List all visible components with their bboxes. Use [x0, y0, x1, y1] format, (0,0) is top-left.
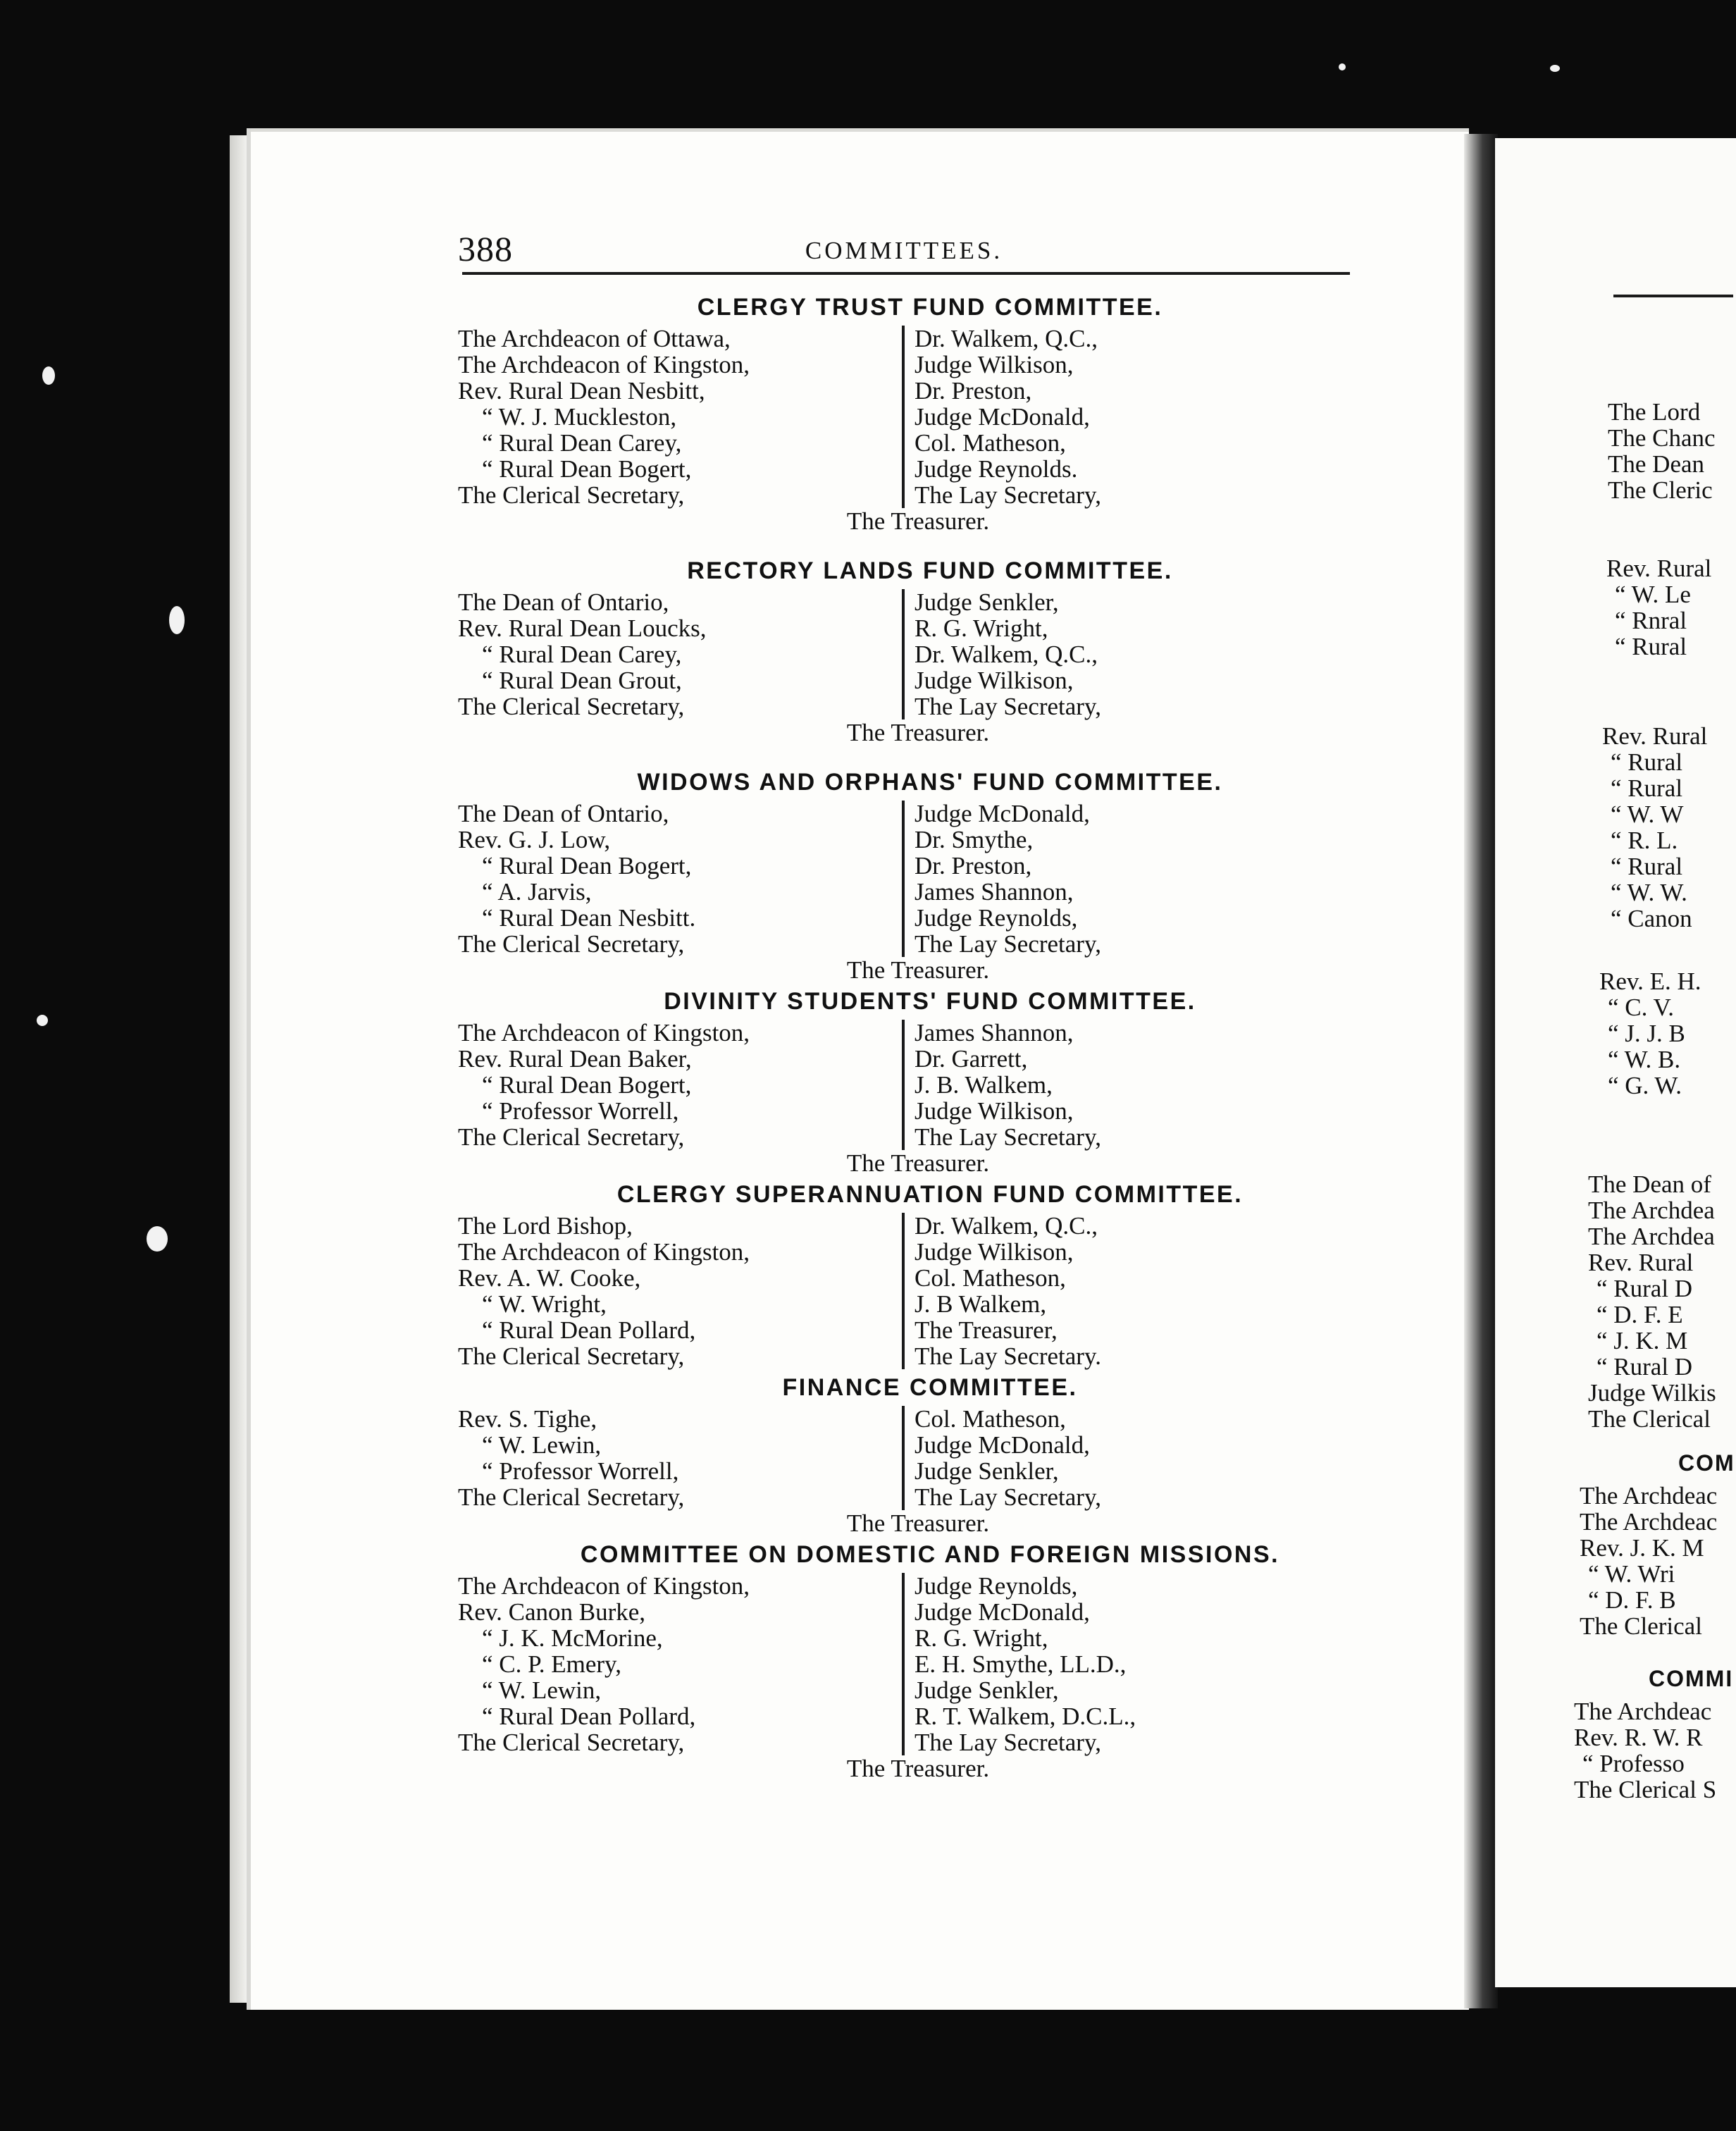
member: Judge McDonald, — [914, 1598, 1090, 1626]
facing-page-line: “ Rnral — [1615, 607, 1687, 634]
member: “ W. Lewin, — [482, 1431, 602, 1459]
member-columns — [458, 1020, 1350, 1150]
member: “ A. Jarvis, — [482, 878, 592, 906]
member: “ C. P. Emery, — [482, 1650, 621, 1678]
facing-page-line: The Archdeac — [1580, 1508, 1718, 1536]
member: Judge McDonald, — [914, 800, 1090, 827]
facing-page-line: “ J. K. M — [1596, 1327, 1688, 1354]
page-number: 388 — [458, 229, 513, 268]
committee-title: FINANCE COMMITTEE. — [782, 1374, 1078, 1401]
member: The Clerical Secretary, — [458, 930, 685, 958]
committee-footer: The Treasurer. — [846, 956, 990, 984]
facing-page-line: The Dean of — [1588, 1170, 1711, 1198]
member: Judge Reynolds, — [914, 904, 1078, 932]
member: “ J. K. McMorine, — [482, 1624, 663, 1652]
member: The Lay Secretary, — [914, 481, 1101, 509]
member: Dr. Walkem, Q.C., — [914, 1212, 1098, 1240]
lay-members — [902, 1406, 1101, 1510]
facing-page-line: Rev. Rural — [1606, 555, 1712, 582]
facing-page-line: Rev. R. W. R — [1574, 1724, 1703, 1751]
member: Rev. A. W. Cooke, — [458, 1264, 641, 1292]
clergy-members — [458, 1020, 902, 1150]
facing-page-line: The Cleric — [1608, 476, 1713, 504]
member: Rev. Rural Dean Nesbitt, — [458, 377, 705, 404]
dust-speck — [169, 606, 185, 634]
lay-members — [902, 326, 1101, 508]
page-header — [458, 226, 1350, 275]
facing-page-line: The Clerical — [1580, 1612, 1702, 1640]
member: R. G. Wright, — [914, 1624, 1048, 1652]
member: The Lay Secretary, — [914, 1123, 1101, 1151]
page-edge — [230, 135, 248, 2003]
facing-page-line: The Archdea — [1588, 1197, 1715, 1224]
facing-page-line: “ Canon — [1611, 905, 1692, 932]
member: James Shannon, — [914, 878, 1074, 906]
member: E. H. Smythe, LL.D., — [914, 1650, 1127, 1678]
committee-widows-orphans-fund — [458, 764, 1350, 983]
member-columns — [458, 1213, 1350, 1369]
member: “ Rural Dean Grout, — [482, 667, 682, 694]
committee-finance — [458, 1369, 1350, 1536]
clergy-members — [458, 801, 902, 957]
member: Rev. Rural Dean Baker, — [458, 1045, 692, 1073]
facing-page-line: The Clerical — [1588, 1405, 1711, 1433]
member: “ W. J. Muckleston, — [482, 403, 677, 431]
facing-page-line: “ D. F. B — [1588, 1586, 1676, 1614]
committee-domestic-foreign-missions — [458, 1536, 1350, 1781]
committee-clergy-trust-fund — [458, 289, 1350, 534]
dust-speck — [37, 1015, 48, 1026]
committee-title: COMMITTEE ON DOMESTIC AND FOREIGN MISSIONS. — [580, 1541, 1280, 1568]
member: Dr. Preston, — [914, 377, 1032, 404]
facing-page-line: “ W. W — [1611, 801, 1684, 828]
member: R. T. Walkem, D.C.L., — [914, 1703, 1136, 1730]
member: Judge Senkler, — [914, 1457, 1059, 1485]
member: “ Professor Worrell, — [482, 1097, 679, 1125]
header-rule — [462, 272, 1350, 275]
committee-divinity-students-fund — [458, 983, 1350, 1176]
dust-speck — [1339, 63, 1346, 70]
member-columns — [458, 1573, 1350, 1755]
facing-page-line: “ D. F. E — [1596, 1301, 1683, 1328]
committee-title: WIDOWS AND ORPHANS' FUND COMMITTEE. — [637, 769, 1223, 796]
member: The Clerical Secretary, — [458, 481, 685, 509]
member: The Clerical Secretary, — [458, 1123, 685, 1151]
facing-page-line: Rev. E. H. — [1599, 968, 1701, 995]
facing-header-rule — [1613, 295, 1733, 297]
facing-page-line: “ Rural D — [1596, 1275, 1693, 1302]
committee-title: CLERGY TRUST FUND COMMITTEE. — [697, 294, 1163, 321]
clergy-members — [458, 589, 902, 719]
facing-page-heading: COM — [1678, 1450, 1735, 1476]
member: The Lord Bishop, — [458, 1212, 633, 1240]
facing-page — [1495, 138, 1736, 1987]
lay-members — [902, 801, 1101, 957]
member: The Lay Secretary, — [914, 1483, 1101, 1511]
facing-page-line: “ W. Le — [1615, 581, 1691, 608]
clergy-members — [458, 1573, 902, 1755]
facing-page-line: “ W. B. — [1608, 1046, 1681, 1073]
member: Dr. Walkem, Q.C., — [914, 641, 1098, 668]
member: R. G. Wright, — [914, 614, 1048, 642]
member: Rev. G. J. Low, — [458, 826, 611, 853]
member: Col. Matheson, — [914, 1405, 1066, 1433]
facing-page-line: “ Professo — [1582, 1750, 1685, 1777]
member: The Archdeacon of Kingston, — [458, 1019, 750, 1046]
member: “ Rural Dean Bogert, — [482, 1071, 692, 1099]
member: Judge Wilkison, — [914, 351, 1074, 378]
committee-footer: The Treasurer. — [846, 507, 990, 535]
facing-page-line: “ W. W. — [1611, 879, 1687, 906]
facing-page-line: “ R. L. — [1611, 827, 1678, 854]
facing-page-line: “ Rural — [1611, 748, 1683, 776]
facing-page-line: “ C. V. — [1608, 994, 1675, 1021]
member: The Clerical Secretary, — [458, 1483, 685, 1511]
facing-page-line: “ Rural D — [1596, 1353, 1693, 1380]
clergy-members — [458, 1406, 902, 1510]
facing-page-line: The Chanc — [1608, 424, 1716, 452]
lay-members — [902, 1573, 1136, 1755]
member: Col. Matheson, — [914, 429, 1066, 457]
member: The Clerical Secretary, — [458, 1342, 685, 1370]
member: The Lay Secretary, — [914, 930, 1101, 958]
member: J. B Walkem, — [914, 1290, 1047, 1318]
member: “ Rural Dean Nesbitt. — [482, 904, 696, 932]
facing-page-line: “ Rural — [1611, 774, 1683, 802]
facing-page-line: The Archdea — [1588, 1223, 1715, 1250]
member: Rev. S. Tighe, — [458, 1405, 597, 1433]
member: Rev. Rural Dean Loucks, — [458, 614, 707, 642]
member: James Shannon, — [914, 1019, 1074, 1046]
member: “ Professor Worrell, — [482, 1457, 679, 1485]
facing-page-heading: COMMI — [1649, 1666, 1734, 1691]
facing-page-line: The Dean — [1608, 450, 1705, 478]
facing-page-line: “ Rural — [1615, 633, 1687, 660]
committee-title: CLERGY SUPERANNUATION FUND COMMITTEE. — [616, 1181, 1244, 1208]
facing-page-line: “ W. Wri — [1588, 1560, 1675, 1588]
clergy-members — [458, 326, 902, 508]
member: “ Rural Dean Bogert, — [482, 455, 692, 483]
member: “ Rural Dean Carey, — [482, 429, 682, 457]
member: Dr. Garrett, — [914, 1045, 1028, 1073]
member-columns — [458, 801, 1350, 957]
member: Judge Wilkison, — [914, 1097, 1074, 1125]
member: Judge Wilkison, — [914, 1238, 1074, 1266]
facing-page-line: “ Rural — [1611, 853, 1683, 880]
member: Judge McDonald, — [914, 1431, 1090, 1459]
facing-page-line: Rev. J. K. M — [1580, 1534, 1704, 1562]
committee-footer: The Treasurer. — [846, 719, 990, 746]
member: The Dean of Ontario, — [458, 800, 669, 827]
committee-title: DIVINITY STUDENTS' FUND COMMITTEE. — [664, 988, 1196, 1015]
committee-rectory-lands-fund — [458, 552, 1350, 746]
facing-page-line: The Archdeac — [1580, 1482, 1718, 1509]
facing-page-line: “ G. W. — [1608, 1072, 1682, 1099]
member: “ Rural Dean Bogert, — [482, 852, 692, 879]
committee-list — [458, 289, 1350, 1781]
dust-speck — [1550, 65, 1560, 72]
member: Col. Matheson, — [914, 1264, 1066, 1292]
dust-speck — [42, 366, 55, 385]
member-columns — [458, 326, 1350, 508]
dust-speck — [147, 1226, 168, 1252]
lay-members — [902, 1213, 1101, 1369]
member-columns — [458, 589, 1350, 719]
member: Judge Senkler, — [914, 1676, 1059, 1704]
facing-page-line: “ J. J. B — [1608, 1020, 1685, 1047]
member: Judge Senkler, — [914, 588, 1059, 616]
committee-footer: The Treasurer. — [846, 1755, 990, 1782]
member: “ Rural Dean Carey, — [482, 641, 682, 668]
member: J. B. Walkem, — [914, 1071, 1053, 1099]
clergy-members — [458, 1213, 902, 1369]
running-head: COMMITTEES. — [805, 237, 1003, 264]
member: The Archdeacon of Kingston, — [458, 1238, 750, 1266]
member: Judge Reynolds, — [914, 1572, 1078, 1600]
committee-footer: The Treasurer. — [846, 1149, 990, 1177]
member: “ W. Lewin, — [482, 1676, 602, 1704]
committee-clergy-superannuation-fund — [458, 1176, 1350, 1369]
member: Rev. Canon Burke, — [458, 1598, 646, 1626]
committee-title: RECTORY LANDS FUND COMMITTEE. — [687, 557, 1173, 584]
facing-page-line: Judge Wilkis — [1588, 1379, 1716, 1407]
member: The Clerical Secretary, — [458, 693, 685, 720]
facing-page-line: Rev. Rural — [1602, 722, 1708, 750]
member: “ Rural Dean Pollard, — [482, 1703, 696, 1730]
facing-page-line: The Clerical S — [1574, 1776, 1717, 1803]
member: “ W. Wright, — [482, 1290, 607, 1318]
member: Dr. Walkem, Q.C., — [914, 325, 1098, 352]
lay-members — [902, 589, 1101, 719]
member: “ Rural Dean Pollard, — [482, 1316, 696, 1344]
facing-page-line: The Archdeac — [1574, 1698, 1712, 1725]
committee-footer: The Treasurer. — [846, 1509, 990, 1537]
member: Judge Wilkison, — [914, 667, 1074, 694]
member-columns — [458, 1406, 1350, 1510]
member: The Lay Secretary, — [914, 1729, 1101, 1756]
member: The Archdeacon of Kingston, — [458, 1572, 750, 1600]
member: The Lay Secretary. — [914, 1342, 1101, 1370]
member: Judge Reynolds. — [914, 455, 1078, 483]
facing-page-line: The Lord — [1608, 398, 1701, 426]
member: The Archdeacon of Kingston, — [458, 351, 750, 378]
member: Dr. Smythe, — [914, 826, 1034, 853]
member: The Lay Secretary, — [914, 693, 1101, 720]
lay-members — [902, 1020, 1101, 1150]
member: The Treasurer, — [914, 1316, 1058, 1344]
facing-page-line: Rev. Rural — [1588, 1249, 1694, 1276]
member: Dr. Preston, — [914, 852, 1032, 879]
member: The Clerical Secretary, — [458, 1729, 685, 1756]
member: Judge McDonald, — [914, 403, 1090, 431]
member: The Dean of Ontario, — [458, 588, 669, 616]
member: The Archdeacon of Ottawa, — [458, 325, 731, 352]
book-gutter — [1464, 134, 1498, 2008]
